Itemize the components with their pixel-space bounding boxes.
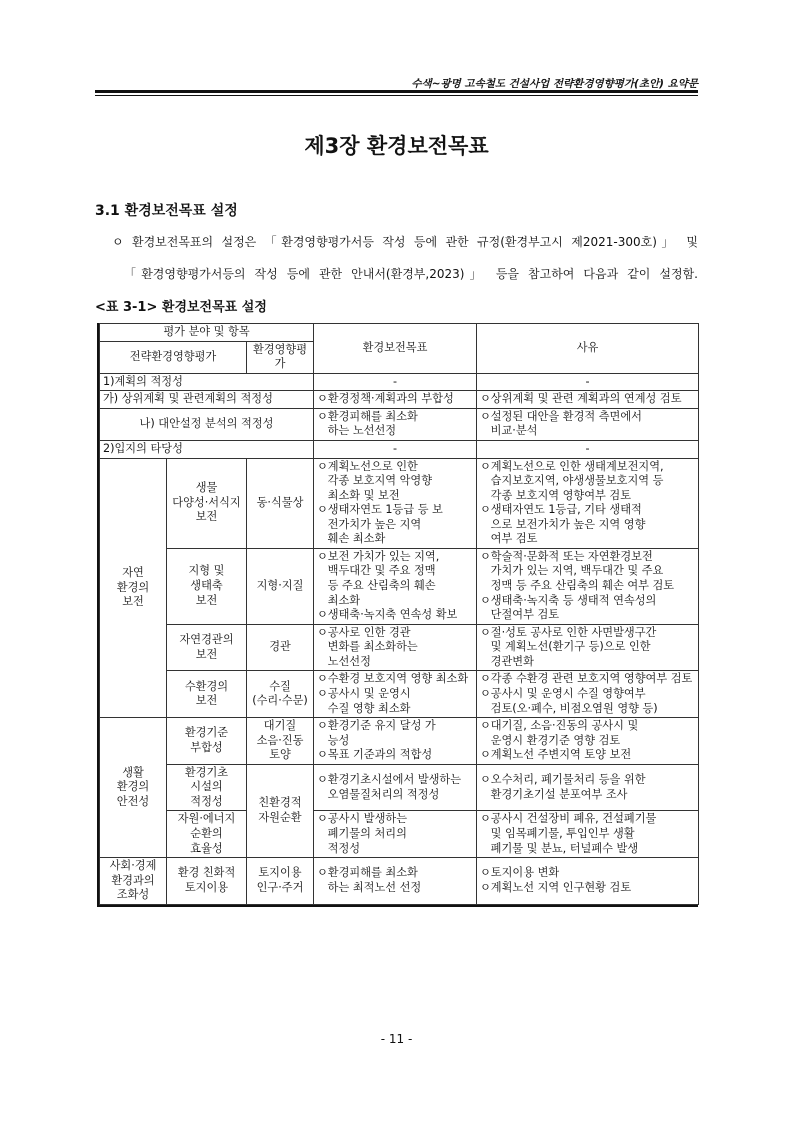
header-eia: 환경영향평가 [247,341,314,373]
goal-cell: ㅇ공사로 인한 경관 변화를 최소화하는 노선선정 [314,624,477,671]
category-cell: 환경기준 부합성 [167,718,247,765]
category-cell: 환경 친화적 토지이용 [167,858,247,905]
goal-cell: ㅇ수환경 보호지역 영향 최소화 ㅇ공사시 및 운영시 수질 영향 최소화 [314,671,477,718]
table-row-landscape [100,624,699,671]
header-rule-thick [95,90,698,93]
header-reason: 사유 [477,324,699,374]
row-reason: ㅇ설정된 대안을 환경적 측면에서 비교·분석 [477,408,699,440]
page-number: - 11 - [380,1032,413,1046]
goal-cell: ㅇ계획노선으로 인한 각종 보호지역 악영향 최소화 및 보전 ㅇ생태자연도 1등급 등 보 전가치가 높은 지역 훼손 최소화 [314,458,477,548]
item-cell: 친환경적 자원순환 [247,764,314,857]
goal-cell: ㅇ환경기준 유지 달성 가 능성 ㅇ목표 기준과의 적합성 [314,718,477,765]
row-goal: - [314,440,477,458]
reason-cell: ㅇ각종 수환경 관련 보호지역 영향여부 검토 ㅇ공사시 및 운영시 수질 영향여부 검토(오·폐수, 비점오염원 영향 등) [477,671,699,718]
goal-cell: ㅇ환경기초시설에서 발생하는 오염물질처리의 적정성 [314,764,477,811]
item-cell: 지형·지질 [247,548,314,624]
table-row-resource [100,811,699,858]
row-reason: - [477,440,699,458]
table-row [100,391,699,409]
header-area: 평가 분야 및 항목 [100,324,314,342]
reason-cell: ㅇ계획노선으로 인한 생태계보전지역, 습지보호지역, 야생생물보호지역 등 각종 보호지역 영향여부 검토 ㅇ생태자연도 1등급, 기타 생태적 으로 보전가치가 높은 지역 영향 여부 검토 [477,458,699,548]
header-strategic: 전략환경영향평가 [100,341,247,373]
goal-cell: ㅇ환경피해를 최소화 하는 최적노선 선정 [314,858,477,905]
section-title: 3.1 환경보전목표 설정 [95,203,238,219]
paragraph-line-2: 「환경영향평가서등의 작성 등에 관한 안내서(환경부,2023)」 등을 참고하여 다음과 같이 설정함. [124,267,698,281]
table-row-water [100,671,699,718]
row-goal: ㅇ환경정책·계획과의 부합성 [314,391,477,409]
item-cell: 대기질 소음·진동 토양 [247,718,314,765]
row-label: 나) 대안설정 분석의 적정성 [100,408,314,440]
table-header-row [100,324,699,342]
row-label: 1)계획의 적정성 [100,373,314,391]
table-row [100,440,699,458]
chapter-title: 제3장 환경보전목표 [304,134,489,158]
row-label: 가) 상위계획 및 관련계획의 적정성 [100,391,314,409]
table-row-landuse [100,858,699,905]
table-row-bio [100,458,699,548]
table-row [100,408,699,440]
row-label: 2)입지의 타당성 [100,440,314,458]
reason-cell: ㅇ절·성토 공사로 인한 사면발생구간 및 계획노선(환기구 등)으로 인한 경관변화 [477,624,699,671]
row-goal: - [314,373,477,391]
paragraph-line-1: ㅇ 환경보전목표의 설정은 「환경영향평가서등 작성 등에 관한 규정(환경부고시 제2021-300호)」 및 [112,235,698,249]
row-reason: - [477,373,699,391]
header-goal: 환경보전목표 [314,324,477,374]
header-rule-thin [95,95,698,96]
row-goal: ㅇ환경피해를 최소화 하는 노선선정 [314,408,477,440]
table-row [100,373,699,391]
running-header: 수색~광명 고속철도 건설사업 전략환경영향평가(초안) 요약문 [411,78,698,90]
goals-table-frame [97,323,698,907]
reason-cell: ㅇ오수처리, 폐기물처리 등을 위한 환경기초기설 분포여부 조사 [477,764,699,811]
item-cell: 경관 [247,624,314,671]
reason-cell: ㅇ학술적·문화적 또는 자연환경보전 가치가 있는 지역, 백두대간 및 주요 정맥 등 주요 산림축의 훼손 여부 검토 ㅇ생태축·녹지축 등 생태적 연속성의 단절여부 검토 [477,548,699,624]
category-cell: 환경기초 시설의 적정성 [167,764,247,811]
goal-cell: ㅇ보전 가치가 있는 지역, 백두대간 및 주요 정맥 등 주요 산림축의 훼손 최소화 ㅇ생태축·녹지축 연속성 확보 [314,548,477,624]
item-cell: 수질 (수리·수문) [247,671,314,718]
group-natural: 자연 환경의 보전 [100,458,167,718]
group-social: 사회·경제 환경과의 조화성 [100,858,167,905]
category-cell: 생물 다양성·서식지 보전 [167,458,247,548]
reason-cell: ㅇ토지이용 변화 ㅇ계획노선 지역 인구현황 검토 [477,858,699,905]
row-reason: ㅇ상위계획 및 관련 계획과의 연계성 검토 [477,391,699,409]
reason-cell: ㅇ공사시 건설장비 폐유, 건설폐기물 및 임목폐기물, 투입인부 생활 폐기물 및 분뇨, 터널폐수 발생 [477,811,699,858]
category-cell: 자연경관의 보전 [167,624,247,671]
goal-cell: ㅇ공사시 발생하는 폐기물의 처리의 적정성 [314,811,477,858]
category-cell: 지형 및 생태축 보전 [167,548,247,624]
table-row-terrain [100,548,699,624]
table-caption: <표 3-1> 환경보전목표 설정 [95,300,267,315]
table-row-envstd [100,718,699,765]
item-cell: 토지이용 인구·주거 [247,858,314,905]
category-cell: 수환경의 보전 [167,671,247,718]
reason-cell: ㅇ대기질, 소음·진동의 공사시 및 운영시 환경기준 영향 검토 ㅇ계획노선 주변지역 토양 보전 [477,718,699,765]
item-cell: 동·식물상 [247,458,314,548]
category-cell: 자원·에너지 순환의 효율성 [167,811,247,858]
table-row-infra [100,764,699,811]
goals-table [99,323,699,905]
group-living: 생활 환경의 안전성 [100,718,167,858]
